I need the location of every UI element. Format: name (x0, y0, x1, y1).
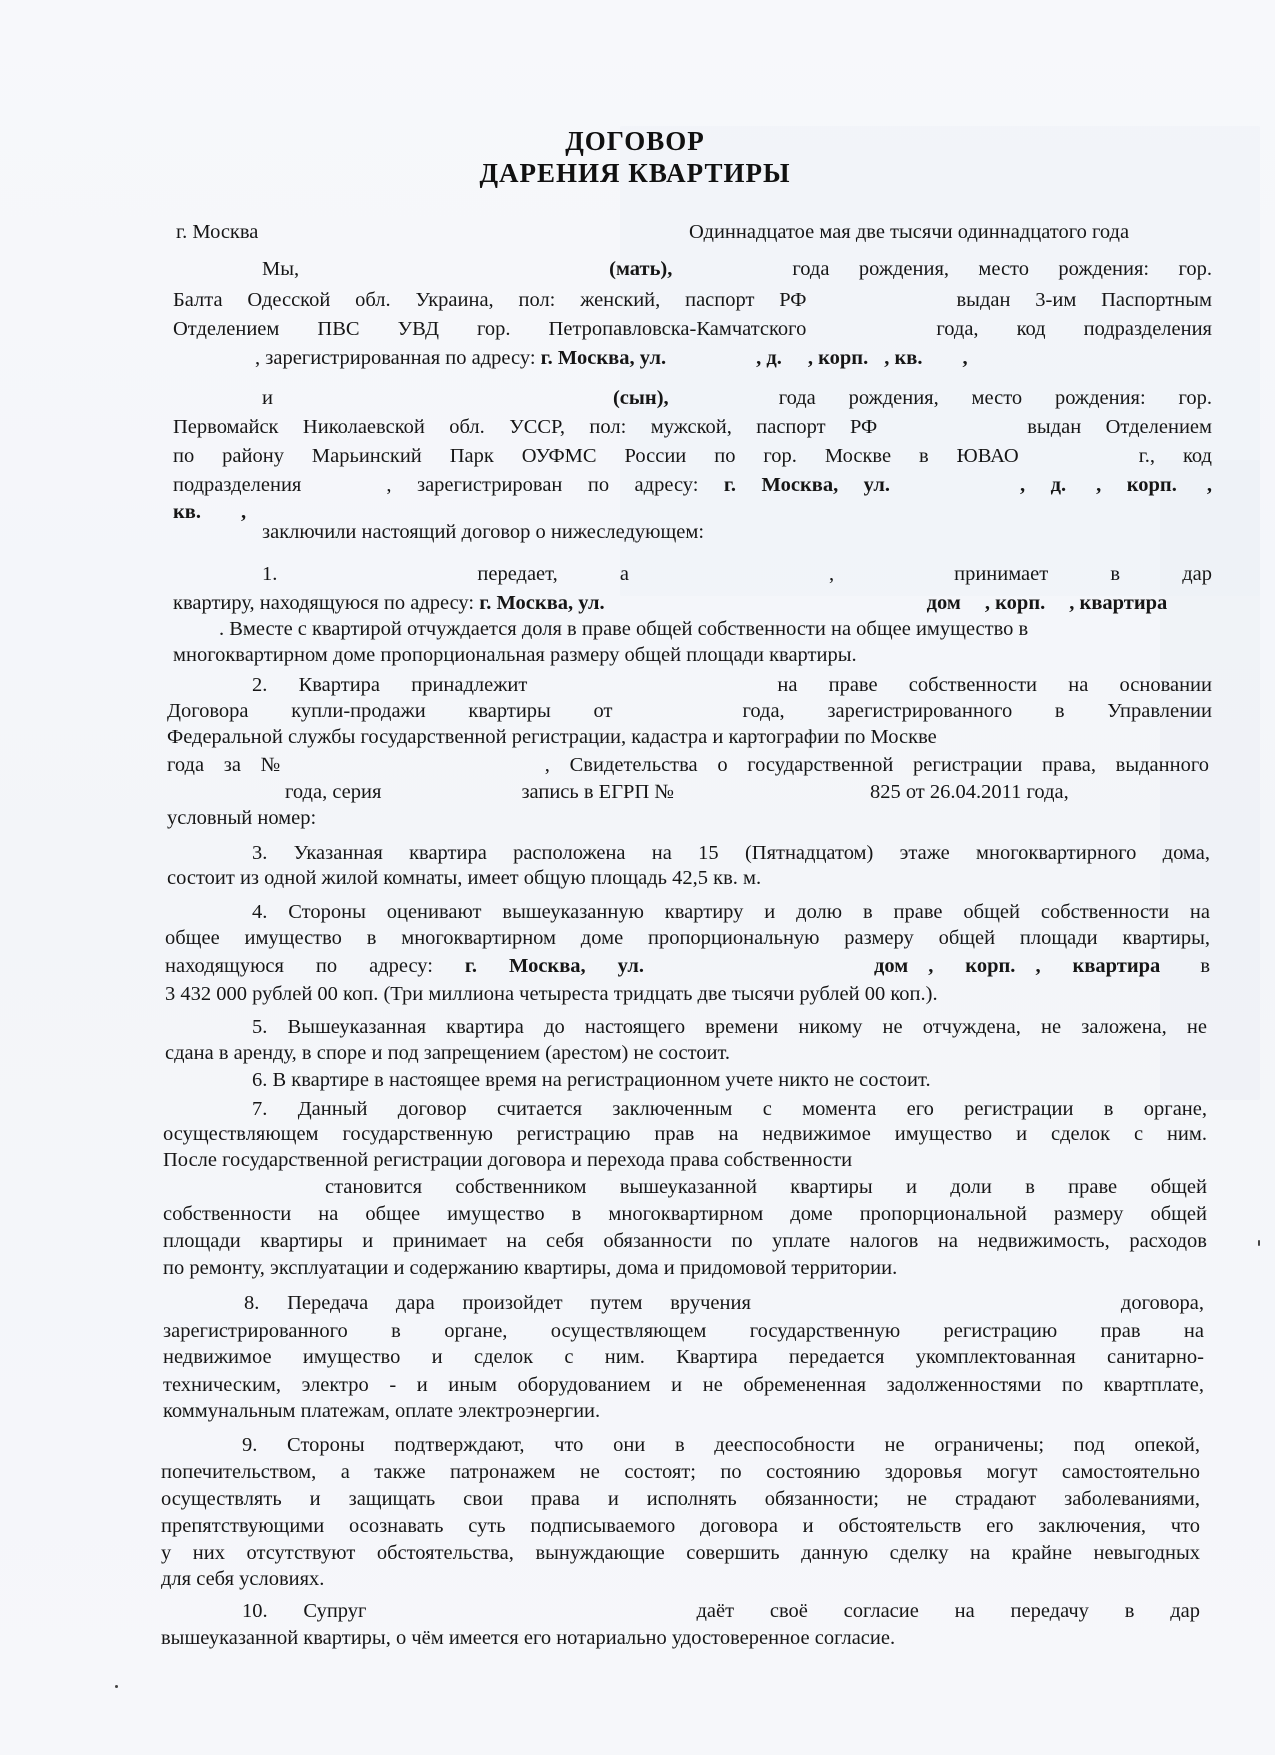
party-son-line-5-apartment: кв. , (173, 501, 247, 523)
clause-1-line-4: многоквартирном доме пропорциональная размеру общей площади квартиры. (173, 644, 857, 666)
clause-6-line-1: 6. В квартире в настоящее время на регистрационном учете никто не состоит. (252, 1069, 931, 1091)
clause-9-line-1: 9. Стороны подтверждают, что они в дееспособности не ограничены; под опекой, (242, 1434, 1200, 1456)
clause-7-line-2: осуществляющем государственную регистрацию прав на недвижимое имущество и сделок с ним. (163, 1123, 1207, 1145)
clause-8-line-1: 8. Передача дара произойдет путем вручения договора, (244, 1292, 1204, 1314)
clause-1-line-2: квартиру, находящуюся по адресу: г. Москва, ул. дом , корп. , квартира (173, 592, 1168, 614)
clause-8-line-5: коммунальным платежам, оплате электроэнергии. (163, 1400, 601, 1422)
clause-3-line-2: состоит из одной жилой комнаты, имеет общую площадь 42,5 кв. м. (167, 867, 762, 889)
conclude-line: заключили настоящий договор о нижеследующем: (262, 521, 705, 543)
clause-1-line-3: . Вместе с квартирой отчуждается доля в праве общей собственности на общее имущество в (219, 618, 1029, 640)
party-mother-line-3: Отделением ПВС УВД гор. Петропавловска-Камчатского года, код подразделения (173, 318, 1212, 340)
clause-7-line-1: 7. Данный договор считается заключенным с момента его регистрации в органе, (252, 1098, 1207, 1120)
clause-7-line-5: собственности на общее имущество в многоквартирном доме пропорциональной размеру общей (163, 1203, 1207, 1225)
clause-2-line-1: 2. Квартира принадлежит на праве собственности на основании (252, 674, 1212, 696)
document-title: ДОГОВОР (565, 126, 705, 156)
party-son-line-4: подразделения , зарегистрирован по адресу: г. Москва, ул. , д. , корп. , (173, 474, 1212, 496)
clause-7-line-4: становится собственником вышеуказанной квартиры и доли в праве общей (325, 1176, 1207, 1198)
party-son-line-2: Первомайск Николаевской обл. УССР, пол: мужской, паспорт РФ выдан Отделением (173, 416, 1212, 438)
scan-dot (115, 1685, 118, 1688)
clause-4-line-1: 4. Стороны оценивают вышеуказанную квартиру и долю в праве общей собственности на (252, 901, 1210, 923)
clause-2-line-2: Договора купли-продажи квартиры от года, зарегистрированного в Управлении (167, 700, 1212, 722)
clause-7-line-6: площади квартиры и принимает на себя обязанности по уплате налогов на недвижимость, расходов (163, 1230, 1207, 1252)
clause-10-line-1: 10. Супруг даёт своё согласие на передачу в дар (242, 1600, 1200, 1622)
clause-9-line-2: попечительством, а также патронажем не состоят; по состоянию здоровья могут самостоятельно (161, 1461, 1200, 1483)
clause-8-line-4: техническим, электро - и иным оборудованием и не обремененная задолженностями по квартплате, (163, 1374, 1204, 1396)
clause-9-line-4: препятствующими осознавать суть подписываемого договора и обстоятельств его заключения, что (161, 1515, 1200, 1537)
clause-2-line-6: условный номер: (167, 807, 317, 829)
clause-8-line-3: недвижимое имущество и сделок с ним. Квартира передается укомплектованная санитарно- (163, 1346, 1204, 1368)
clause-9-line-3: осуществлять и защищать свои права и исполнять обязанности; не страдают заболеваниями, (161, 1488, 1200, 1510)
party-son-line-3: по району Марьинский Парк ОУФМС России по гор. Москве в ЮВАО г., код (173, 445, 1212, 467)
clause-5-line-1: 5. Вышеуказанная квартира до настоящего времени никому не отчуждена, не заложена, не (252, 1016, 1207, 1038)
bleed-through-shadow-right (1160, 460, 1260, 1100)
document-subtitle: ДАРЕНИЯ КВАРТИРЫ (479, 158, 791, 188)
clause-3-line-1: 3. Указанная квартира расположена на 15 (Пятнадцатом) этаже многоквартирного дома, (252, 842, 1210, 864)
clause-9-line-5: у них отсутствуют обстоятельства, вынуждающие совершить данную сделку на крайне невыгодных (161, 1542, 1200, 1564)
clause-4-line-3: находящуюся по адресу: г. Москва, ул. дом , корп. , квартира в (165, 955, 1210, 977)
contract-date: Одиннадцатое мая две тысячи одиннадцатого года (689, 221, 1130, 243)
clause-7-line-3: После государственной регистрации договора и перехода права собственности (163, 1149, 853, 1171)
clause-10-line-2: вышеуказанной квартиры, о чём имеется его нотариально удостоверенное согласие. (161, 1627, 896, 1649)
clause-4-line-2: общее имущество в многоквартирном доме пропорциональную размеру общей площади квартиры, (165, 927, 1210, 949)
clause-2-line-4: года за № , Свидетельства о государственной регистрации права, выданного (167, 754, 1209, 776)
clause-2-line-3: Федеральной службы государственной регистрации, кадастра и картографии по Москве (167, 726, 937, 748)
clause-2-line-5: года, серия запись в ЕГРП № 825 от 26.04.2011 года, (285, 781, 1069, 803)
party-mother-line-1: Мы, (мать), года рождения, место рождения: гор. (262, 258, 1212, 280)
party-son-line-1: и (сын), года рождения, место рождения: гор. (262, 387, 1212, 409)
scan-mark (1258, 1240, 1260, 1246)
city: г. Москва (176, 221, 259, 243)
party-mother-line-2: Балта Одесской обл. Украина, пол: женский, паспорт РФ выдан 3-им Паспортным (173, 289, 1212, 311)
clause-7-line-7: по ремонту, эксплуатации и содержанию квартиры, дома и придомовой территории. (163, 1257, 898, 1279)
party-mother-line-4: , зарегистрированная по адресу: г. Москва, ул. , д. , корп. , кв. , (255, 347, 968, 369)
clause-4-line-4: 3 432 000 рублей 00 коп. (Три миллиона четыреста тридцать две тысячи рублей 00 коп.). (165, 983, 938, 1005)
clause-5-line-2: сдана в аренду, в споре и под запрещением (арестом) не состоит. (165, 1042, 731, 1064)
clause-8-line-2: зарегистрированного в органе, осуществляющем государственную регистрацию прав на (163, 1320, 1204, 1342)
clause-1-line-1: 1. передает, а , принимает в дар (262, 563, 1212, 585)
clause-9-line-6: для себя условиях. (161, 1568, 325, 1590)
